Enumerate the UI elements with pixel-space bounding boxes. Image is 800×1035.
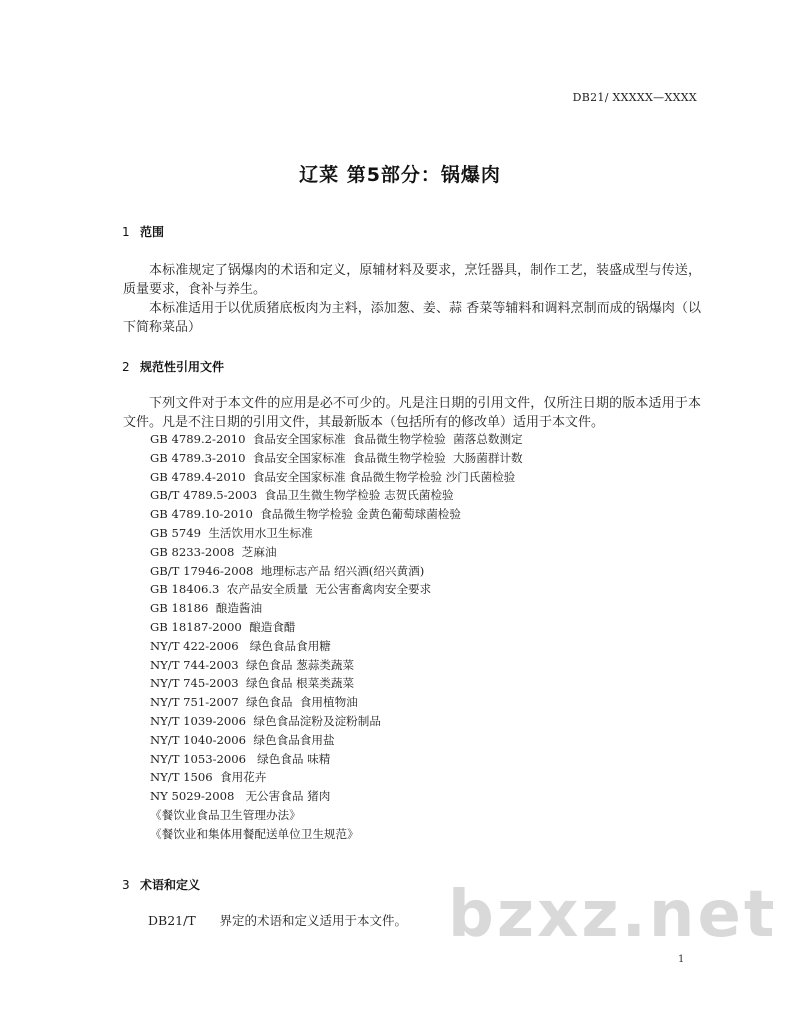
reference-item: GB 18186 酿造酱油 (150, 601, 263, 616)
reference-item: GB/T 17946-2008 地理标志产品 绍兴酒(绍兴黄酒) (150, 563, 425, 578)
reference-item: NY/T 1039-2006 绿色食品淀粉及淀粉制品 (150, 713, 381, 728)
reference-item: NY 5029-2008 无公害食品 猪肉 (150, 789, 331, 804)
reference-item: GB 5749 生活饮用水卫生标准 (150, 525, 313, 540)
paragraph: 本标准适用于以优质猪底板肉为主料，添加葱、姜、蒜 香菜等辅料和调料烹制而成的锅爆肉（以下简称菜品） (123, 301, 701, 335)
reference-item: GB 4789.3-2010 食品安全国家标准 食品微生物学检验 大肠菌群计数 (150, 450, 523, 465)
reference-item: NY/T 744-2003 绿色食品 葱蒜类蔬菜 (150, 657, 355, 672)
reference-item: NY/T 1040-2006 绿色食品食用盐 (150, 732, 335, 747)
term-definition-line: DB21/T 界定的术语和定义适用于本文件。 (148, 913, 408, 928)
section-number: 2 (122, 360, 130, 374)
reference-item: GB 4789.2-2010 食品安全国家标准 食品微生物学检验 菌落总数测定 (150, 432, 523, 446)
section-number: 1 (122, 225, 130, 239)
document-title: 辽菜 第5部分：锅爆肉 (299, 164, 501, 186)
reference-item: GB 18187-2000 酿造食醋 (150, 619, 296, 634)
reference-item: NY/T 745-2003 绿色食品 根菜类蔬菜 (150, 676, 355, 691)
paragraph: 本标准规定了锅爆肉的术语和定义，原辅材料及要求，烹饪器具，制作工艺，装盛成型与传送，质量要求，食补与养生。 (123, 263, 701, 297)
section-number: 3 (122, 878, 130, 892)
reference-item: NY/T 1506 食用花卉 (150, 770, 267, 785)
reference-item: GB/T 4789.5-2003 食品卫生微生物学检验 志贺氏菌检验 (150, 488, 454, 503)
reference-item: GB 8233-2008 芝麻油 (150, 544, 277, 559)
reference-item: NY/T 422-2006 绿色食品食用糖 (150, 638, 331, 653)
page-number: 1 (678, 954, 685, 965)
section-title: 范围 (140, 225, 165, 239)
reference-item: 《餐饮业和集体用餐配送单位卫生规范》 (150, 826, 359, 841)
section-title: 术语和定义 (140, 878, 201, 892)
reference-item: 《餐饮业食品卫生管理办法》 (150, 807, 301, 822)
reference-item: NY/T 751-2007 绿色食品 食用植物油 (150, 695, 358, 710)
reference-item: GB 18406.3 农产品安全质量 无公害畜禽肉安全要求 (150, 582, 432, 597)
reference-item: GB 4789.4-2010 食品安全国家标准 食品微生物学检验 沙门氏菌检验 (150, 469, 516, 484)
watermark: bzxz.net (448, 878, 778, 952)
section-1-heading (122, 223, 164, 240)
section-2-heading (122, 358, 224, 375)
reference-item: GB 4789.10-2010 食品微生物学检验 金黄色葡萄球菌检验 (150, 507, 461, 522)
reference-item: NY/T 1053-2006 绿色食品 味精 (150, 751, 331, 766)
section-3-heading (122, 876, 200, 893)
section-title: 规范性引用文件 (140, 360, 225, 374)
header-code: DB21/ XXXXX—XXXX (572, 91, 697, 104)
paragraph: 下列文件对于本文件的应用是必不可少的。凡是注日期的引用文件，仅所注日期的版本适用于本文件。凡是不注日期的引用文件，其最新版本（包括所有的修改单）适用于本文件。 (123, 396, 701, 430)
reference-list (150, 430, 523, 844)
